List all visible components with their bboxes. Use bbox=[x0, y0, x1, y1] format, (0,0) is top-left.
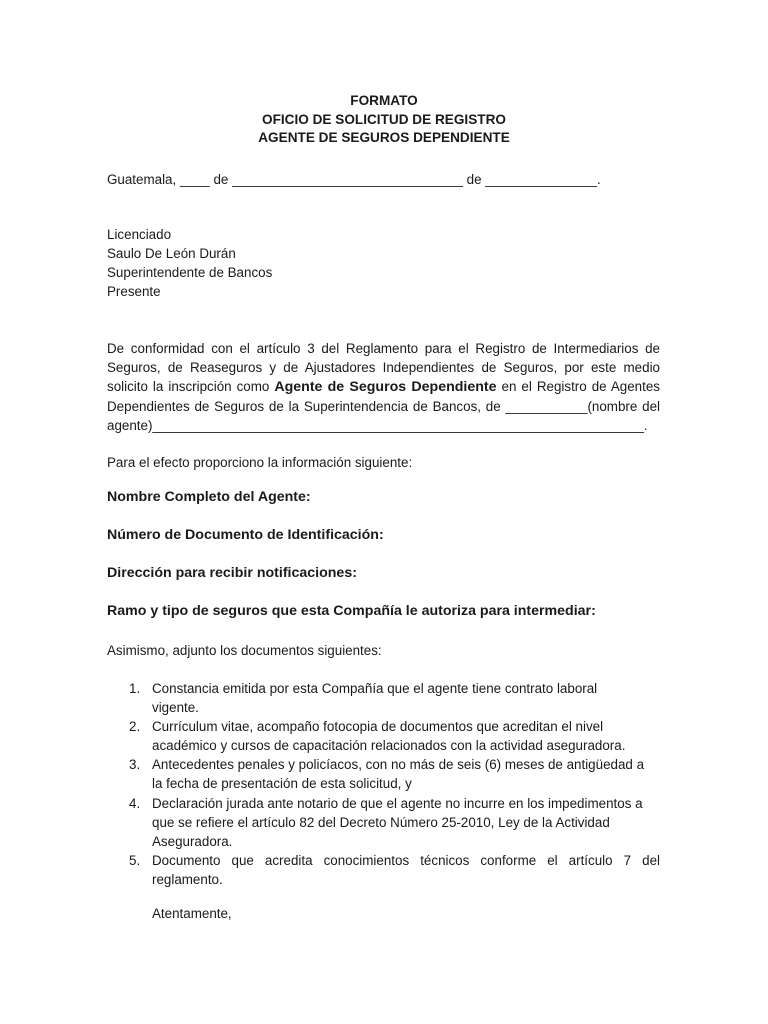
intro-line-4: Dependientes de Seguros de la Superintendencia de Bancos, de ___________(nombre del bbox=[107, 399, 660, 415]
list-item-line: Constancia emitida por esta Compañía que el agente tiene contrato laboral bbox=[152, 681, 598, 696]
header-title: OFICIO DE SOLICITUD DE REGISTRO bbox=[262, 111, 506, 127]
intro-line-3 bbox=[107, 377, 660, 397]
agent-type-highlight: Agente de Seguros Dependiente bbox=[274, 379, 497, 396]
list-item-line: académico y cursos de capacitación relacionados con la actividad aseguradora. bbox=[152, 738, 626, 754]
list-item-line: la fecha de presentación de esta solicitud, y bbox=[152, 776, 412, 792]
intro-line-1: De conformidad con el artículo 3 del Reglamento para el Registro de Intermediarios de bbox=[107, 341, 660, 356]
list-number: 4. bbox=[129, 795, 141, 811]
list-item bbox=[107, 851, 660, 889]
intro-paragraph bbox=[107, 339, 660, 435]
field-agent-name: Nombre Completo del Agente: bbox=[107, 489, 311, 505]
field-id-number: Número de Documento de Identificación: bbox=[107, 527, 384, 543]
intro-line-2: Seguros, de Reaseguros y de Ajustadores Independientes de Seguros, por este medio bbox=[107, 360, 660, 376]
date-line: Guatemala, ____ de _______________________________ de _______________. bbox=[107, 172, 601, 187]
recipient-position: Superintendente de Bancos bbox=[107, 265, 273, 280]
list-item-line: Documento que acredita conocimientos técnicos conforme el artículo 7 del bbox=[152, 852, 660, 868]
list-item-line: reglamento. bbox=[152, 871, 223, 887]
closing: Atentamente, bbox=[152, 906, 232, 921]
list-item bbox=[107, 794, 660, 851]
list-item-line: que se refiere el artículo 82 del Decreto Número 25-2010, Ley de la Actividad bbox=[152, 814, 610, 830]
intro-line-3-post: en el Registro de Agentes bbox=[496, 379, 660, 395]
list-item bbox=[107, 755, 660, 793]
field-address: Dirección para recibir notificaciones: bbox=[107, 565, 357, 581]
list-item bbox=[107, 717, 660, 755]
intro-line-3-pre: solicito la inscripción como bbox=[107, 379, 275, 395]
list-number: 5. bbox=[129, 852, 141, 868]
recipient-name: Saulo De León Durán bbox=[107, 246, 236, 261]
list-number: 3. bbox=[129, 757, 141, 773]
document-header bbox=[0, 92, 768, 148]
list-item-line: Declaración jurada ante notario de que el agente no incurre en los impedimentos a bbox=[152, 795, 643, 811]
recipient-title: Licenciado bbox=[107, 227, 172, 242]
list-number: 2. bbox=[129, 719, 141, 735]
header-subtitle: AGENTE DE SEGUROS DEPENDIENTE bbox=[258, 130, 510, 145]
list-item-line: vigente. bbox=[152, 700, 199, 716]
list-item-line: Antecedentes penales y policíacos, con no más de seis (6) meses de antigüedad a bbox=[152, 757, 645, 773]
recipient-presente: Presente bbox=[107, 284, 161, 299]
field-insurance-branch: Ramo y tipo de seguros que esta Compañía le autoriza para intermediar: bbox=[107, 603, 596, 619]
header-format: FORMATO bbox=[350, 93, 418, 108]
intro-line-5: agente)__________________________________________________________________. bbox=[107, 418, 648, 434]
list-item-line: Currículum vitae, acompaño fotocopia de documentos que acreditan el nivel bbox=[152, 719, 604, 735]
documents-intro: Asimismo, adjunto los documentos siguientes: bbox=[107, 643, 382, 658]
list-item bbox=[107, 679, 660, 717]
list-item-line: Aseguradora. bbox=[152, 833, 233, 849]
info-intro: Para el efecto proporciono la información siguiente: bbox=[107, 455, 413, 470]
list-number: 1. bbox=[129, 681, 141, 696]
documents-list bbox=[107, 679, 660, 889]
